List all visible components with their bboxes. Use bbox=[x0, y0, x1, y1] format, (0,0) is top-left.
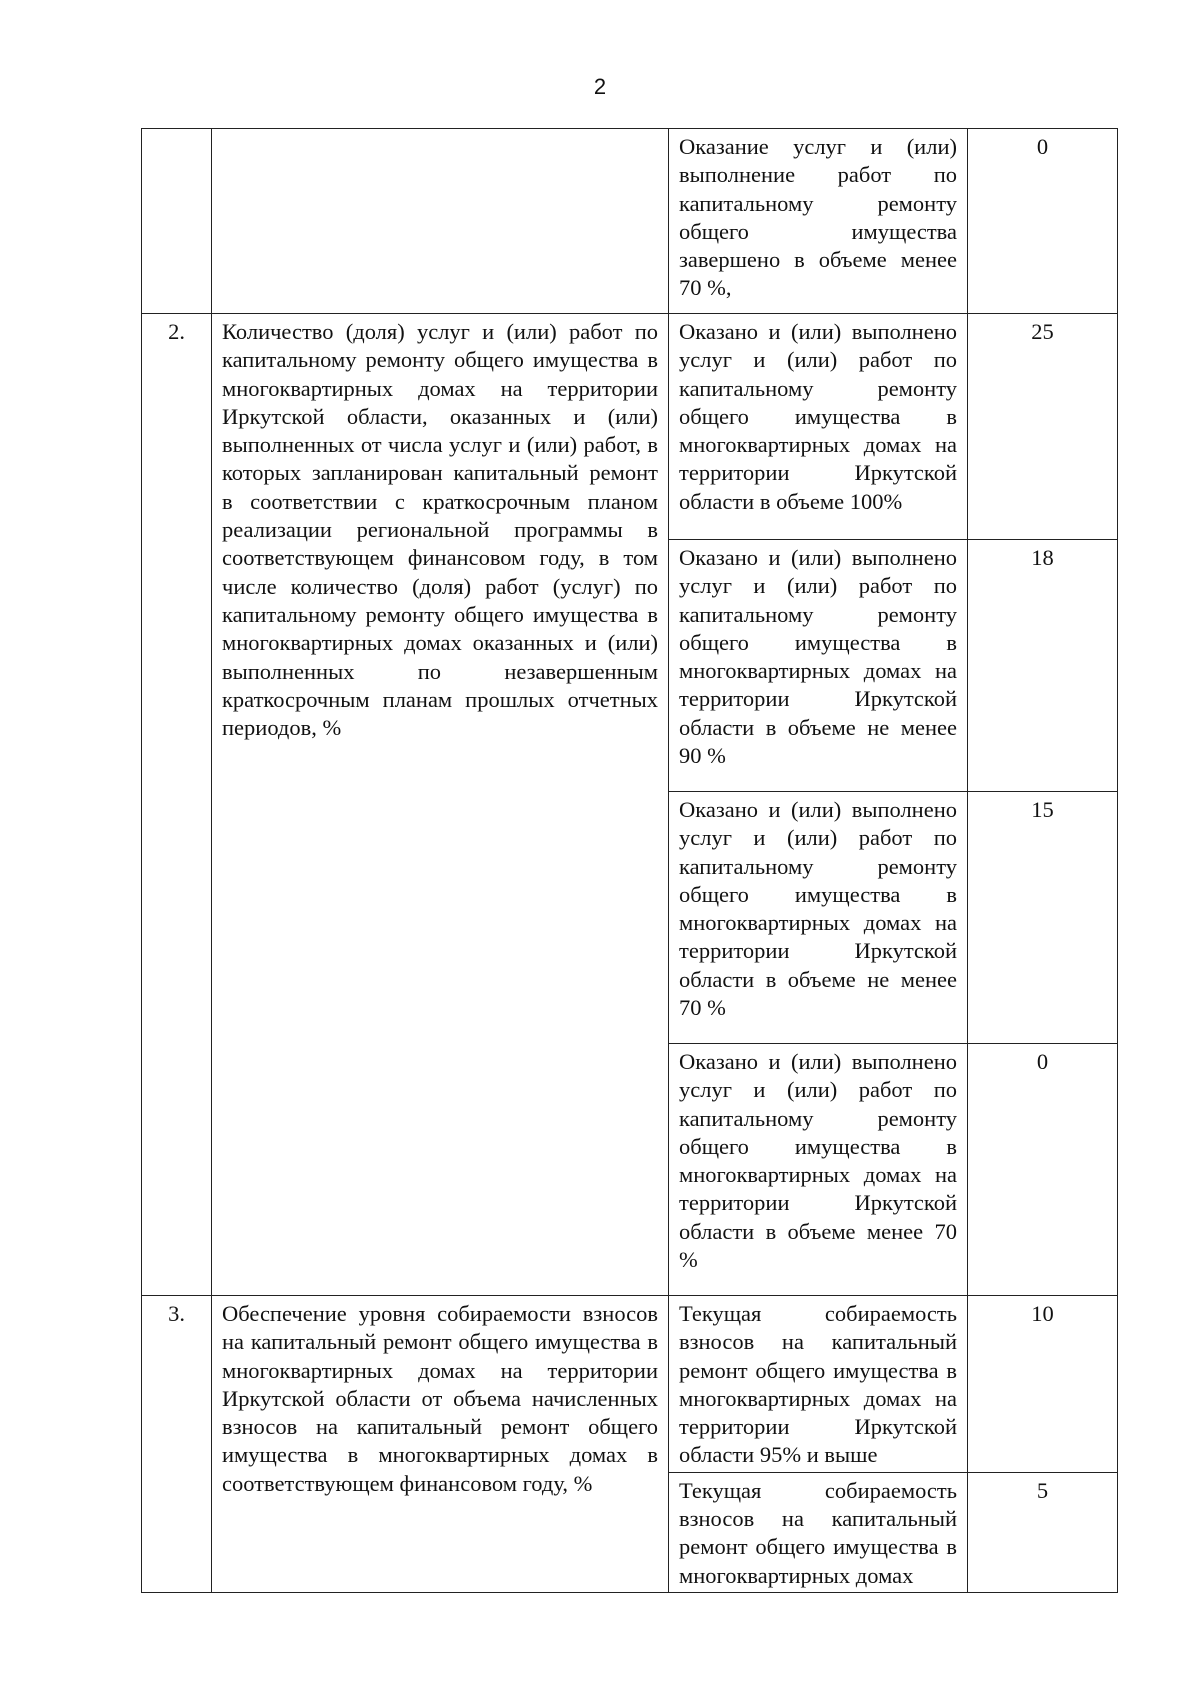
row-number bbox=[142, 129, 212, 314]
criterion-cell: Оказано и (или) выполнено услуг и (или) работ по капитальному ремонту общего имущества в многоквартирных домах на территории Иркутской области в объеме не менее 70 % bbox=[669, 792, 968, 1044]
score-cell: 18 bbox=[968, 540, 1118, 792]
score-cell: 0 bbox=[968, 1044, 1118, 1296]
page-number: 2 bbox=[593, 74, 607, 99]
row-number: 2. bbox=[142, 314, 212, 1296]
table-row bbox=[142, 1296, 1118, 1473]
table-row bbox=[142, 314, 1118, 540]
indicator-cell: Количество (доля) услуг и (или) работ по капитальному ремонту общего имущества в многоквартирных домах на территории Иркутской области, оказанных и (или) выполненных от числа услуг и (или) работ, в которых запланирован капитальный ремонт в соответствии с краткосрочным планом реализации региональной программы в соответствующем финансовом году, в том числе количество (доля) работ (услуг) по капитальному ремонту общего имущества в многоквартирных домах оказанных и (или) выполненных по незавершенным краткосрочным планам прошлых отчетных периодов, % bbox=[212, 314, 669, 1296]
score-cell: 25 bbox=[968, 314, 1118, 540]
indicator-cell bbox=[212, 129, 669, 314]
score-cell: 5 bbox=[968, 1472, 1118, 1592]
indicator-cell: Обеспечение уровня собираемости взносов на капитальный ремонт общего имущества в многоквартирных домах на территории Иркутской области от объема начисленных взносов на капитальный ремонт общего имущества в многоквартирных домах в соответствующем финансовом году, % bbox=[212, 1296, 669, 1593]
criterion-cell: Оказание услуг и (или) выполнение работ по капитальному ремонту общего имущества завершено в объеме менее 70 %, bbox=[669, 129, 968, 314]
criterion-cell: Текущая собираемость взносов на капитальный ремонт общего имущества в многоквартирных домах на территории Иркутской области 95% и выше bbox=[669, 1296, 968, 1473]
row-number: 3. bbox=[142, 1296, 212, 1593]
table-row bbox=[142, 129, 1118, 314]
score-cell: 0 bbox=[968, 129, 1118, 314]
criterion-cell: Оказано и (или) выполнено услуг и (или) работ по капитальному ремонту общего имущества в многоквартирных домах на территории Иркутской области в объеме 100% bbox=[669, 314, 968, 540]
criterion-cell: Оказано и (или) выполнено услуг и (или) работ по капитальному ремонту общего имущества в многоквартирных домах на территории Иркутской области в объеме менее 70 % bbox=[669, 1044, 968, 1296]
criterion-cell: Текущая собираемость взносов на капитальный ремонт общего имущества в многоквартирных домах bbox=[669, 1472, 968, 1592]
criteria-table bbox=[141, 128, 1118, 1593]
score-cell: 10 bbox=[968, 1296, 1118, 1473]
criterion-cell: Оказано и (или) выполнено услуг и (или) работ по капитальному ремонту общего имущества в многоквартирных домах на территории Иркутской области в объеме не менее 90 % bbox=[669, 540, 968, 792]
score-cell: 15 bbox=[968, 792, 1118, 1044]
